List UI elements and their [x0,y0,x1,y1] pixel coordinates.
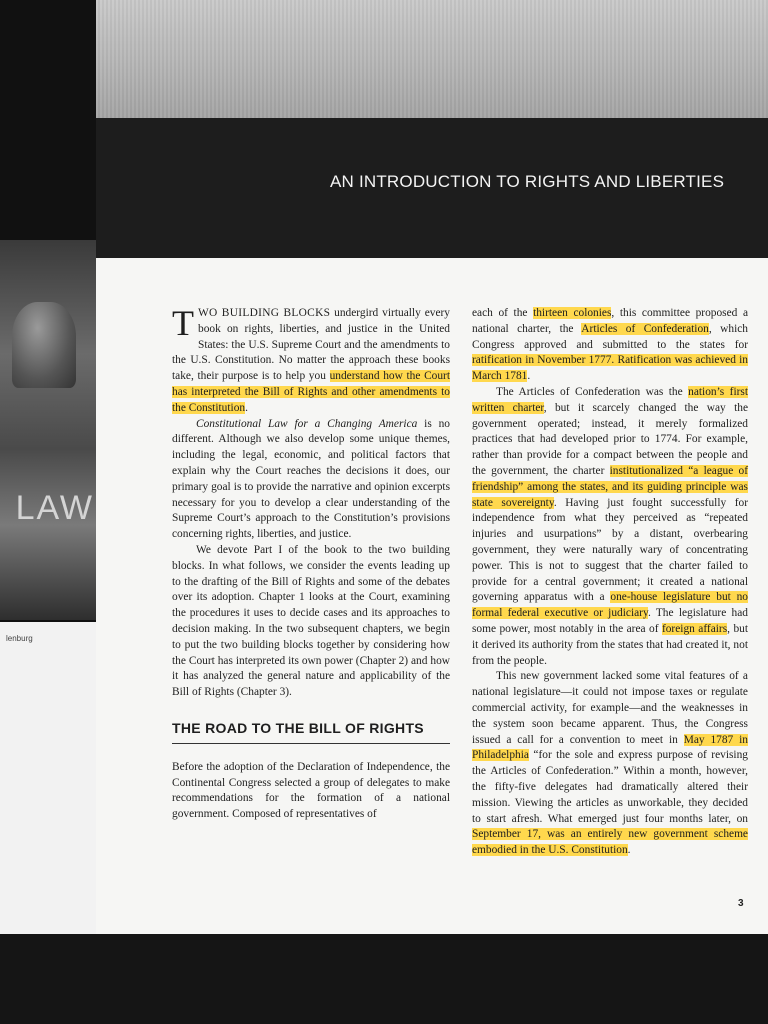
photo-caption: lenburg [6,634,33,643]
lead-in-caps: WO BUILDING BLOCKS [198,307,331,319]
highlighted-text: Articles of Confederation [581,322,709,335]
book-title: Constitutional Law for a Changing America [196,417,418,430]
left-building-photo [0,240,96,620]
left-text-column [172,303,451,823]
highlighted-text: foreign affairs [661,622,728,635]
body-paragraph [472,385,748,669]
text-run: is no different. Although we also develop some unique themes, including the legal, economic, and political factors that explain why the Court reaches the decisions it does, our primary goal is to provide the narrative and opinion excerpts necessary for you to develop a clear understanding of the Supreme Court’s approach to the Constitution’s provisions concerning rights, liberties, and justice. [172,417,450,541]
body-paragraph: We devote Part I of the book to the two building blocks. In what follows, we consider the events leading up to the drafting of the Bill of Rights and some of the debates over its adoption. Chapter 1 looks at the Court, examining the procedures it uses to decide cases and its approaches to decision making. In the two subsequent chapters, we begin to put the two building blocks together by considering how the Court has interpreted its own power (Chapter 2) and how it has analyzed the general nature and applicability of the Bill of Rights (Chapter 3). [172,543,450,699]
highlighted-text: May 1787 in Philadelphia [472,733,748,762]
highlighted-text: ratification in November 1777. Ratification was achieved in March 1781 [472,354,748,383]
statue-figure [12,302,76,388]
text-run: , but it derived its authority from the states that had created it, not from the people. [472,622,748,667]
body-paragraph [472,306,748,385]
bottom-dark-margin [0,934,768,1024]
text-run: , which Congress approved and submitted to the states for [472,322,748,351]
body-paragraph [172,417,450,543]
top-photo-band [96,0,768,118]
text-run: . [527,370,531,383]
text-run: . Having just fought successfully for independence from what they perceived as “repeated injuries and usurpations” by a distant, overbearing government, they were naturally wary of concentrating power. This is not to suggest that the charter failed to provide for a central government; it created a national governing apparatus with a [472,496,748,604]
text-run: This new government lacked some vital features of a national legislature—it could not impose taxes or regulate commercial activity, for example—and the weaknesses in the system soon became apparent. Thus, the Congress issued a call for a convention to meet in [472,670,748,746]
highlighted-text: nation’s first written charter [472,385,749,414]
highlighted-text: institutionalized “a league of friendship” among the states, and its guiding principle was state sovereignty [472,464,749,509]
right-text-column [472,306,748,859]
highlighted-text: thirteen colonies [533,307,612,319]
section-heading: THE ROAD TO THE BILL OF RIGHTS [172,721,450,744]
body-paragraph: Before the adoption of the Declaration of Independence, the Continental Congress selected a group of delegates to make recommendations for the formation of a national government. Composed of representatives of [172,760,450,821]
intro-paragraph [172,303,451,417]
body-paragraph [472,669,748,859]
text-run: “for the sole and express purpose of revising the Articles of Confederation.” Within a month, however, the fifty-five delegates had dramatically altered their mission. Viewing the articles as unworkable, they decided to start afresh. What emerged just four months later, on [472,749,748,825]
page-number: 3 [738,898,744,909]
highlighted-text: September 17, was an entirely new government scheme embodied in the U.S. Constitution [472,828,748,857]
text-run: The Articles of Confederation was the [496,385,689,398]
left-page-edge [0,622,96,934]
text-run: , this committee proposed a national charter, the [472,307,749,335]
highlighted-text: one-house legislature but no formal federal executive or judiciary [472,591,748,620]
drop-cap: T [172,303,194,343]
text-run: . [627,844,631,857]
text-run: each of the [472,307,534,319]
text-run: . [245,401,248,414]
highlighted-text: understand how the Court has interpreted the Bill of Rights and other amendments to the Constitution [172,370,451,414]
text-run: , but it scarcely changed the way the government operated; instead, it merely formalized practices that had developed prior to 1774. For example, rather than provide for a compact between the people and the government, the charter [472,401,748,477]
chapter-title: AN INTRODUCTION TO RIGHTS AND LIBERTIES [330,172,725,191]
photo-inscription: LAW [15,489,94,527]
text-run: . The legislature had some power, most notably in the area of [472,607,748,635]
text-run: undergird virtually every book on rights, liberties, and justice in the United States: the U.S. Supreme Court and the amendments to the U.S. Constitution. No matter the approach these books take, their purpose is to help you [172,307,450,383]
